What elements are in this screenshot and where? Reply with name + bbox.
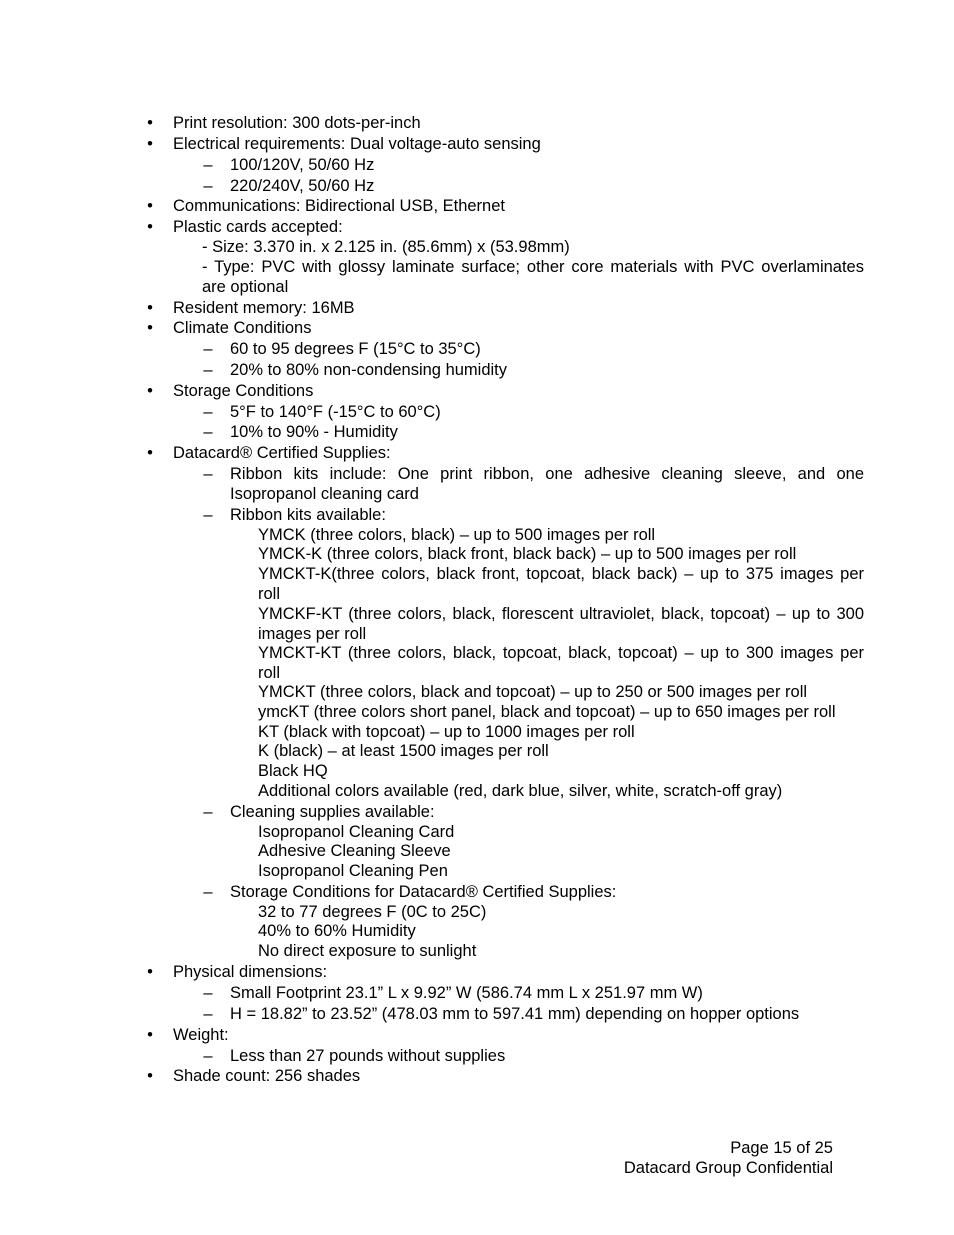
spec-weight: Weight: [173, 1026, 229, 1044]
dash-icon: – [203, 423, 213, 441]
ribbon-item: YMCKT-K(three colors, black front, topcoat, black back) – up to 375 images per roll [258, 565, 864, 603]
bullet-icon: • [147, 319, 153, 337]
ribbon-item: YMCKF-KT (three colors, black, florescent ultraviolet, black, topcoat) – up to 300 images per roll [258, 605, 864, 643]
ribbon-item: Black HQ [258, 762, 328, 780]
spec-storage: Storage Conditions [173, 382, 314, 400]
spec-supplies-storage: Storage Conditions for Datacard® Certified Supplies: [230, 883, 617, 901]
bullet-icon: • [147, 197, 153, 215]
ribbon-item: YMCK (three colors, black) – up to 500 images per roll [258, 526, 656, 544]
ribbon-item: YMCKT (three colors, black and topcoat) – up to 250 or 500 images per roll [258, 683, 808, 701]
cleaning-item: Isopropanol Cleaning Card [258, 823, 455, 841]
spec-ribbon-kits-include: Ribbon kits include: One print ribbon, one adhesive cleaning sleeve, and one Isopropanol cleaning card [230, 465, 864, 503]
bullet-icon: • [147, 1026, 153, 1044]
spec-ribbon-kits-available: Ribbon kits available: [230, 506, 386, 524]
dash-icon: – [203, 984, 213, 1002]
spec-communications: Communications: Bidirectional USB, Ethernet [173, 197, 505, 215]
confidential-notice: Datacard Group Confidential [623, 1159, 833, 1177]
spec-physical: Physical dimensions: [173, 963, 328, 981]
spec-cleaning-supplies: Cleaning supplies available: [230, 803, 435, 821]
ribbon-item: YMCK-K (three colors, black front, black back) – up to 500 images per roll [258, 545, 797, 563]
spec-card-size: - Size: 3.370 in. x 2.125 in. (85.6mm) x (53.98mm) [202, 238, 570, 256]
dash-icon: – [203, 1005, 213, 1023]
bullet-icon: • [147, 444, 153, 462]
bullet-icon: • [147, 135, 153, 153]
spec-shade-count: Shade count: 256 shades [173, 1067, 361, 1085]
spec-electrical-item: 220/240V, 50/60 Hz [230, 177, 375, 195]
spec-physical-item: H = 18.82” to 23.52” (478.03 mm to 597.41 mm) depending on hopper options [230, 1005, 800, 1023]
spec-weight-item: Less than 27 pounds without supplies [230, 1047, 506, 1065]
dash-icon: – [203, 361, 213, 379]
supplies-storage-item: 32 to 77 degrees F (0C to 25C) [258, 903, 487, 921]
bullet-icon: • [147, 382, 153, 400]
spec-electrical-item: 100/120V, 50/60 Hz [230, 156, 375, 174]
spec-climate-item: 20% to 80% non-condensing humidity [230, 361, 508, 379]
ribbon-item: YMCKT-KT (three colors, black, topcoat, black, topcoat) – up to 300 images per roll [258, 644, 864, 682]
spec-climate: Climate Conditions [173, 319, 312, 337]
ribbon-item: KT (black with topcoat) – up to 1000 images per roll [258, 723, 635, 741]
dash-icon: – [203, 403, 213, 421]
dash-icon: – [203, 803, 213, 821]
spec-storage-item: 5°F to 140°F (-15°C to 60°C) [230, 403, 441, 421]
dash-icon: – [203, 883, 213, 901]
ribbon-item: Additional colors available (red, dark blue, silver, white, scratch-off gray) [258, 782, 783, 800]
spec-resident-memory: Resident memory: 16MB [173, 299, 355, 317]
supplies-storage-item: No direct exposure to sunlight [258, 942, 477, 960]
ribbon-item: K (black) – at least 1500 images per roll [258, 742, 549, 760]
cleaning-item: Adhesive Cleaning Sleeve [258, 842, 451, 860]
spec-climate-item: 60 to 95 degrees F (15°C to 35°C) [230, 340, 481, 358]
spec-physical-item: Small Footprint 23.1” L x 9.92” W (586.74 mm L x 251.97 mm W) [230, 984, 703, 1002]
spec-supplies: Datacard® Certified Supplies: [173, 444, 391, 462]
bullet-icon: • [147, 1067, 153, 1085]
page-number: Page 15 of 25 [730, 1139, 833, 1157]
spec-storage-item: 10% to 90% - Humidity [230, 423, 398, 441]
ribbon-item: ymcKT (three colors short panel, black and topcoat) – up to 650 images per roll [258, 703, 836, 721]
dash-icon: – [203, 506, 213, 524]
cleaning-item: Isopropanol Cleaning Pen [258, 862, 448, 880]
dash-icon: – [203, 156, 213, 174]
bullet-icon: • [147, 299, 153, 317]
dash-icon: – [203, 465, 213, 483]
bullet-icon: • [147, 963, 153, 981]
spec-electrical: Electrical requirements: Dual voltage-auto sensing [173, 135, 541, 153]
supplies-storage-item: 40% to 60% Humidity [258, 922, 416, 940]
spec-plastic-cards: Plastic cards accepted: [173, 218, 343, 236]
bullet-icon: • [147, 218, 153, 236]
spec-card-type: - Type: PVC with glossy laminate surface; other core materials with PVC overlaminates are optional [202, 258, 864, 296]
dash-icon: – [203, 177, 213, 195]
spec-print-resolution: Print resolution: 300 dots-per-inch [173, 114, 421, 132]
dash-icon: – [203, 340, 213, 358]
bullet-icon: • [147, 114, 153, 132]
dash-icon: – [203, 1047, 213, 1065]
